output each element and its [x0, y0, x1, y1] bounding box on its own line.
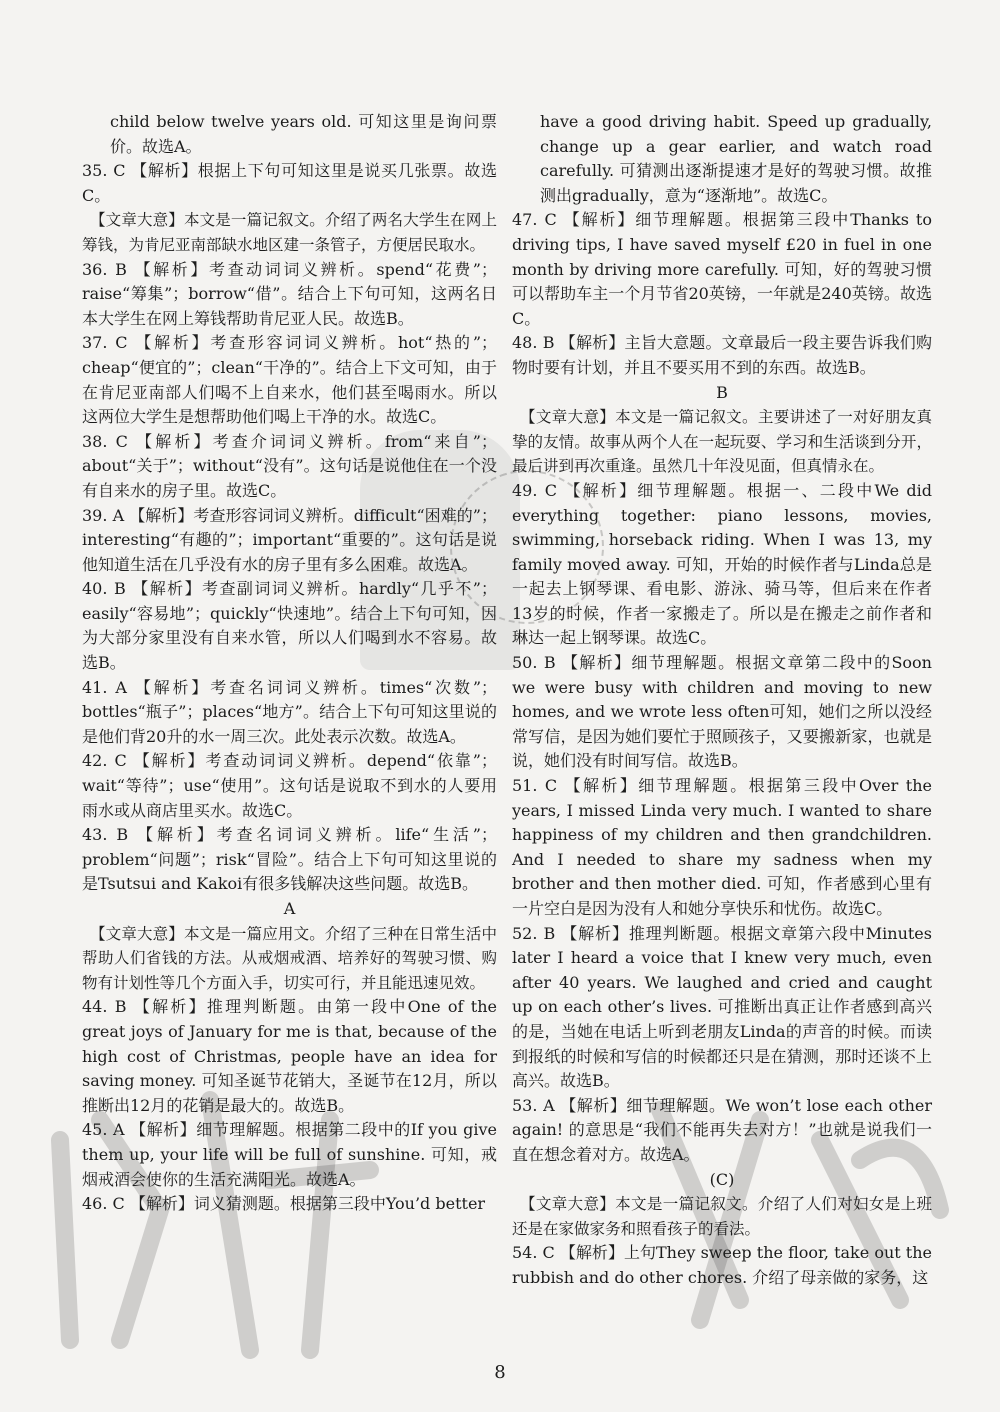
answer-paragraph: 54. C 【解析】上句They sweep the floor, take out the rubbish and do other chores. 介绍了母亲做的家务，这 — [512, 1243, 932, 1287]
answer-paragraph: 46. C 【解析】词义猜测题。根据第三段中You’d better — [82, 1194, 486, 1214]
answer-paragraph: 44. B 【解析】推理判断题。由第一段中One of the great joys of January for me is that, because of the high cost of Christmas, people have an idea for saving money. 可知圣诞节花销大，圣诞节在12月，所以推断出12月的花销是最大的。故选B。 — [82, 997, 497, 1115]
answer-paragraph: 41. A 【解析】考查名词词义辨析。times“次数”；bottles“瓶子”；places“地方”。结合上下句可知这里说的是他们背20升的水一周三次。此处表示次数。故选A。 — [82, 677, 497, 746]
answer-paragraph: child below twelve years old. 可知这里是询问票价。故选A。 — [110, 112, 497, 156]
answer-paragraph: 45. A 【解析】细节理解题。根据第二段中的If you give them up, your life will be full of sunshine. 可知，戒烟戒酒会使你的生活充满阳光。故选A。 — [82, 1120, 497, 1189]
handwritten-signature — [40, 1060, 960, 1360]
answer-paragraph: 50. B 【解析】细节理解题。根据文章第二段中的Soon we were busy with children and moving to new homes, and we wrote less often可知，她们之所以没经常写信，是因为她们要忙于照顾孩子，又要搬新家，也就是说，她们没有时间写信。故选B。 — [512, 653, 932, 771]
answer-paragraph: 38. C 【解析】考查介词词义辨析。from“来自”；about“关于”；without“没有”。这句话是说他住在一个没有自来水的房子里。故选C。 — [82, 431, 497, 500]
answer-paragraph: 48. B 【解析】主旨大意题。文章最后一段主要告诉我们购物时要有计划，并且不要买用不到的东西。故选B。 — [512, 333, 932, 377]
section-heading: A — [283, 899, 296, 918]
answer-paragraph: 42. C 【解析】考查动词词义辨析。depend“依靠”；wait“等待”；use“使用”。这句话是说取不到水的人要用雨水或从商店里买水。故选C。 — [82, 751, 497, 820]
answer-paragraph: 52. B 【解析】推理判断题。根据文章第六段中Minutes later I heard a voice that I knew very much, even after 40 years. We laughed and cried and caught up on each other’s lives. 可推断出真正让作者感到高兴的是，当她在电话上听到老朋友Linda的声音的时候。而读到报纸的时候和写信的时候都还只是在猜测，那时还谈不上高兴。故选B。 — [512, 923, 932, 1091]
answer-paragraph: 49. C 【解析】细节理解题。根据一、二段中We did everything together: piano lessons, movies, swimming, horseback riding. When I was 13, my family moved away. 可知，开始的时候作者与Linda总是一起去上钢琴课、看电影、游泳、骑马等，但后来在作者13岁的时候，作者一家搬走了。所以是在搬走之前作者和琳达一起上钢琴课。故选C。 — [512, 480, 932, 648]
answer-paragraph: 39. A 【解析】考查形容词词义辨析。difficult“困难的”；interesting“有趣的”；important“重要的”。这句话是说他知道生活在几乎没有水的房子里有多么困难。故选A。 — [82, 505, 497, 574]
passage-summary: 【文章大意】本文是一篇记叙文。主要讲述了一对好朋友真挚的友情。故事从两个人在一起玩耍、学习和生活谈到分开，最后讲到再次重逢。虽然几十年没见面，但真情永在。 — [512, 408, 932, 476]
answer-paragraph: have a good driving habit. Speed up gradually, change up a gear earlier, and watch road carefully. 可猜测出逐渐提速才是好的驾驶习惯。故推测出gradually，意为“逐渐地”。故选C。 — [540, 112, 932, 205]
answer-paragraph: 36. B 【解析】考查动词词义辨析。spend“花费”；raise“筹集”；borrow“借”。结合上下句可知，这两名日本大学生在网上筹钱帮助肯尼亚人民。故选B。 — [82, 259, 497, 328]
answer-paragraph: 53. A 【解析】细节理解题。We won’t lose each other again! 的意思是“我们不能再失去对方！”也就是说我们一直在想念着对方。故选A。 — [512, 1095, 932, 1164]
passage-summary: 【文章大意】本文是一篇记叙文。介绍了人们对妇女是上班还是在家做家务和照看孩子的看法。 — [512, 1195, 932, 1238]
page-number: 8 — [494, 1362, 506, 1383]
answer-paragraph: 43. B 【解析】考查名词词义辨析。life“生活”；problem“问题”；risk“冒险”。结合上下句可知这里说的是Tsutsui and Kakoi有很多钱解决这些问题。故选B。 — [82, 825, 497, 894]
section-heading: (C) — [709, 1169, 735, 1189]
answer-paragraph: 37. C 【解析】考查形容词词义辨析。hot“热的”；cheap“便宜的”；clean“干净的”。结合上下文可知，由于在肯尼亚南部人们喝不上自来水，他们甚至喝雨水。所以这两位大学生是想帮助他们喝上干净的水。故选C。 — [82, 333, 497, 427]
passage-summary: 【文章大意】本文是一篇记叙文。介绍了两名大学生在网上筹钱，为肯尼亚南部缺水地区建一条管子，方便居民取水。 — [82, 211, 497, 254]
answer-paragraph: 51. C 【解析】细节理解题。根据第三段中Over the years, I missed Linda very much. I wanted to share happiness of my children and then grandchildren. And I needed to share my sadness when my brother and then mother died. 可知，作者感到心里有一片空白是因为没有人和她分享快乐和忧伤。故选C。 — [512, 776, 932, 918]
answer-paragraph: 35. C 【解析】根据上下句可知这里是说买几张票。故选C。 — [82, 161, 497, 205]
answer-paragraph: 47. C 【解析】细节理解题。根据第三段中Thanks to driving tips, I have saved myself £20 in fuel in one month by driving more carefully. 可知，好的驾驶习惯可以帮助车主一个月节省20英镑，一年就是240英镑。故选C。 — [512, 210, 932, 328]
answer-paragraph: 40. B 【解析】考查副词词义辨析。hardly“几乎不”；easily“容易地”；quickly“快速地”。结合上下句可知，因为大部分家里没有自来水管，所以人们喝到水不容易。故选B。 — [82, 579, 497, 673]
section-heading: B — [716, 382, 728, 402]
left-column — [82, 110, 497, 1217]
passage-summary: 【文章大意】本文是一篇应用文。介绍了三种在日常生活中帮助人们省钱的方法。从戒烟戒酒、培养好的驾驶习惯、购物有计划性等几个方面入手，切实可行，并且能迅速见效。 — [82, 924, 497, 992]
